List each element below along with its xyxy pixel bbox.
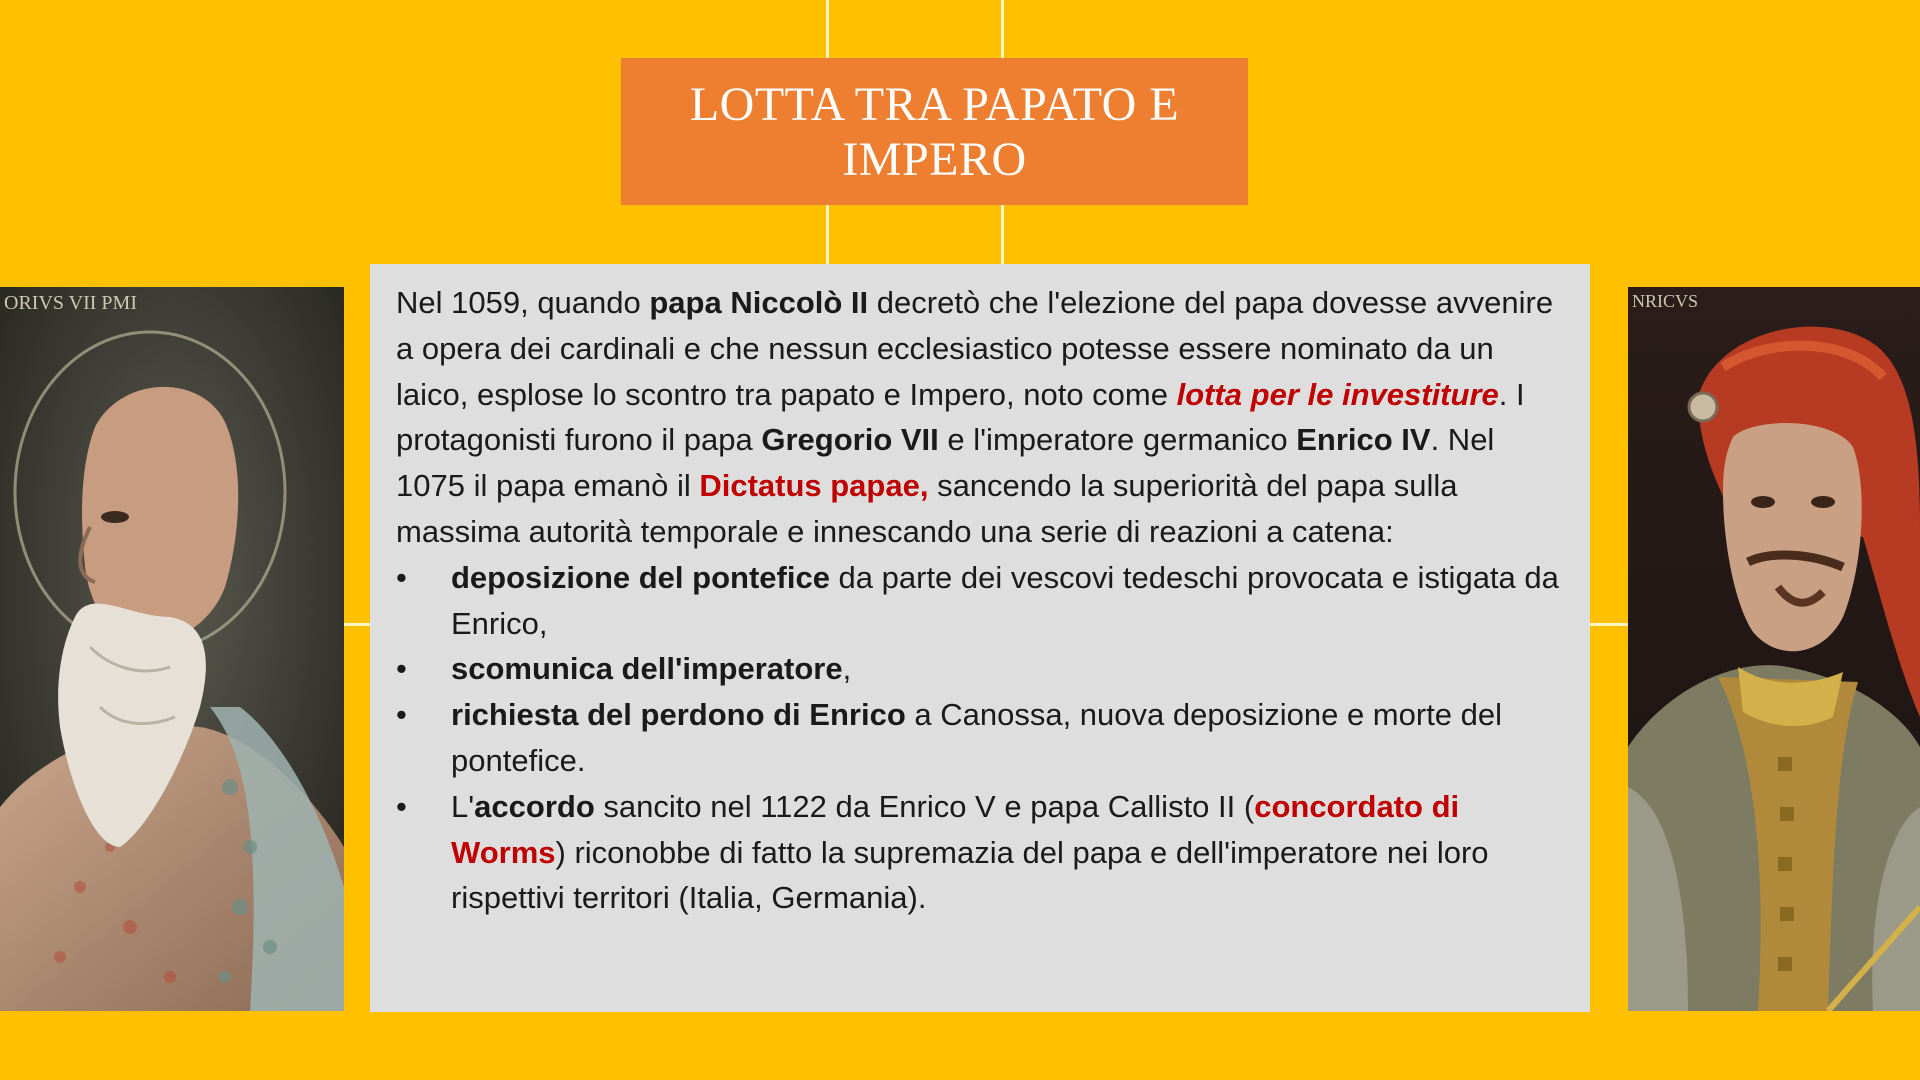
portrait-enrico-iv-image	[1628, 287, 1920, 1011]
intro-text-7: e l'imperatore germanico	[938, 422, 1297, 458]
intro-dictatus-papae: Dictatus papae,	[699, 468, 929, 504]
intro-text-11: sancendo la superiorità del papa sulla massima autorità temporale e innescando una serie di reazioni a catena:	[396, 468, 1458, 549]
intro-lotta-investiture: lotta per le investiture	[1176, 376, 1499, 412]
bullet-2-text: ,	[842, 651, 852, 687]
intro-text-1: Nel 1059, quando	[396, 285, 650, 320]
bullet-4-concordato-worms: concordato di Worms	[451, 788, 1460, 870]
bullet-4-mid: sancito nel 1122 da Enrico V e papa Callisto II (	[594, 788, 1255, 824]
bullet-3-text: a Canossa, nuova deposizione e morte del pontefice.	[451, 697, 1503, 778]
title-box	[621, 58, 1248, 205]
connector-line-mid-right	[1001, 205, 1004, 264]
content-box	[370, 264, 1590, 1012]
intro-enrico-iv: Enrico IV	[1296, 422, 1431, 458]
portrait-right-inscription: NRICVS	[1632, 291, 1699, 311]
bullet-symbol: •	[396, 788, 407, 824]
bullet-symbol: •	[396, 559, 407, 595]
slide-title-line2: IMPERO	[842, 132, 1027, 186]
connector-line-top-left	[826, 0, 829, 58]
bullet-2-bold: scomunica dell'imperatore	[451, 651, 843, 687]
bullet-symbol: •	[396, 651, 407, 687]
list-item	[396, 646, 1570, 692]
bullet-1-bold: deposizione del pontefice	[451, 559, 830, 595]
intro-text-5: . I protagonisti furono il papa	[396, 376, 1525, 458]
intro-text-3: decretò che l'elezione del papa dovesse avvenire a opera dei cardinali e che nessun ecclesiastico potesse essere nominato da un laico, esplose lo scontro tra papato e Impero, noto come	[396, 285, 1554, 412]
bullet-1-text: da parte dei vescovi tedeschi provocata e istigata da Enrico,	[451, 559, 1559, 641]
portrait-gregorio-vii	[0, 287, 344, 1011]
connector-line-top-right	[1001, 0, 1004, 58]
bullet-3-bold: richiesta del perdono di Enrico	[451, 697, 906, 733]
bullet-4-pre: L'	[451, 788, 475, 824]
slide-title	[690, 77, 1179, 187]
connector-line-side-left	[344, 623, 370, 626]
list-item	[396, 692, 1570, 784]
intro-paragraph	[396, 280, 1570, 555]
bullet-symbol: •	[396, 697, 407, 733]
intro-gregorio-vii: Gregorio VII	[761, 422, 939, 458]
consequences-list	[396, 555, 1570, 921]
intro-text-9: . Nel 1075 il papa emanò il	[396, 422, 1495, 504]
connector-line-mid-left	[826, 205, 829, 264]
bullet-4-bold: accordo	[474, 788, 595, 824]
list-item	[396, 555, 1570, 647]
portrait-enrico-iv	[1628, 287, 1920, 1011]
intro-papa-niccolo: papa Niccolò II	[649, 285, 869, 320]
list-item	[396, 784, 1570, 921]
portrait-gregorio-vii-image	[0, 287, 344, 1011]
portrait-left-inscription: ORIVS VII PMI	[4, 292, 137, 314]
bullet-4-text: ) riconobbe di fatto la supremazia del papa e dell'imperatore nei loro rispettivi territori (Italia, Germania).	[451, 834, 1489, 916]
connector-line-side-right	[1590, 623, 1628, 626]
slide-title-line1: LOTTA TRA PAPATO E	[689, 77, 1180, 131]
